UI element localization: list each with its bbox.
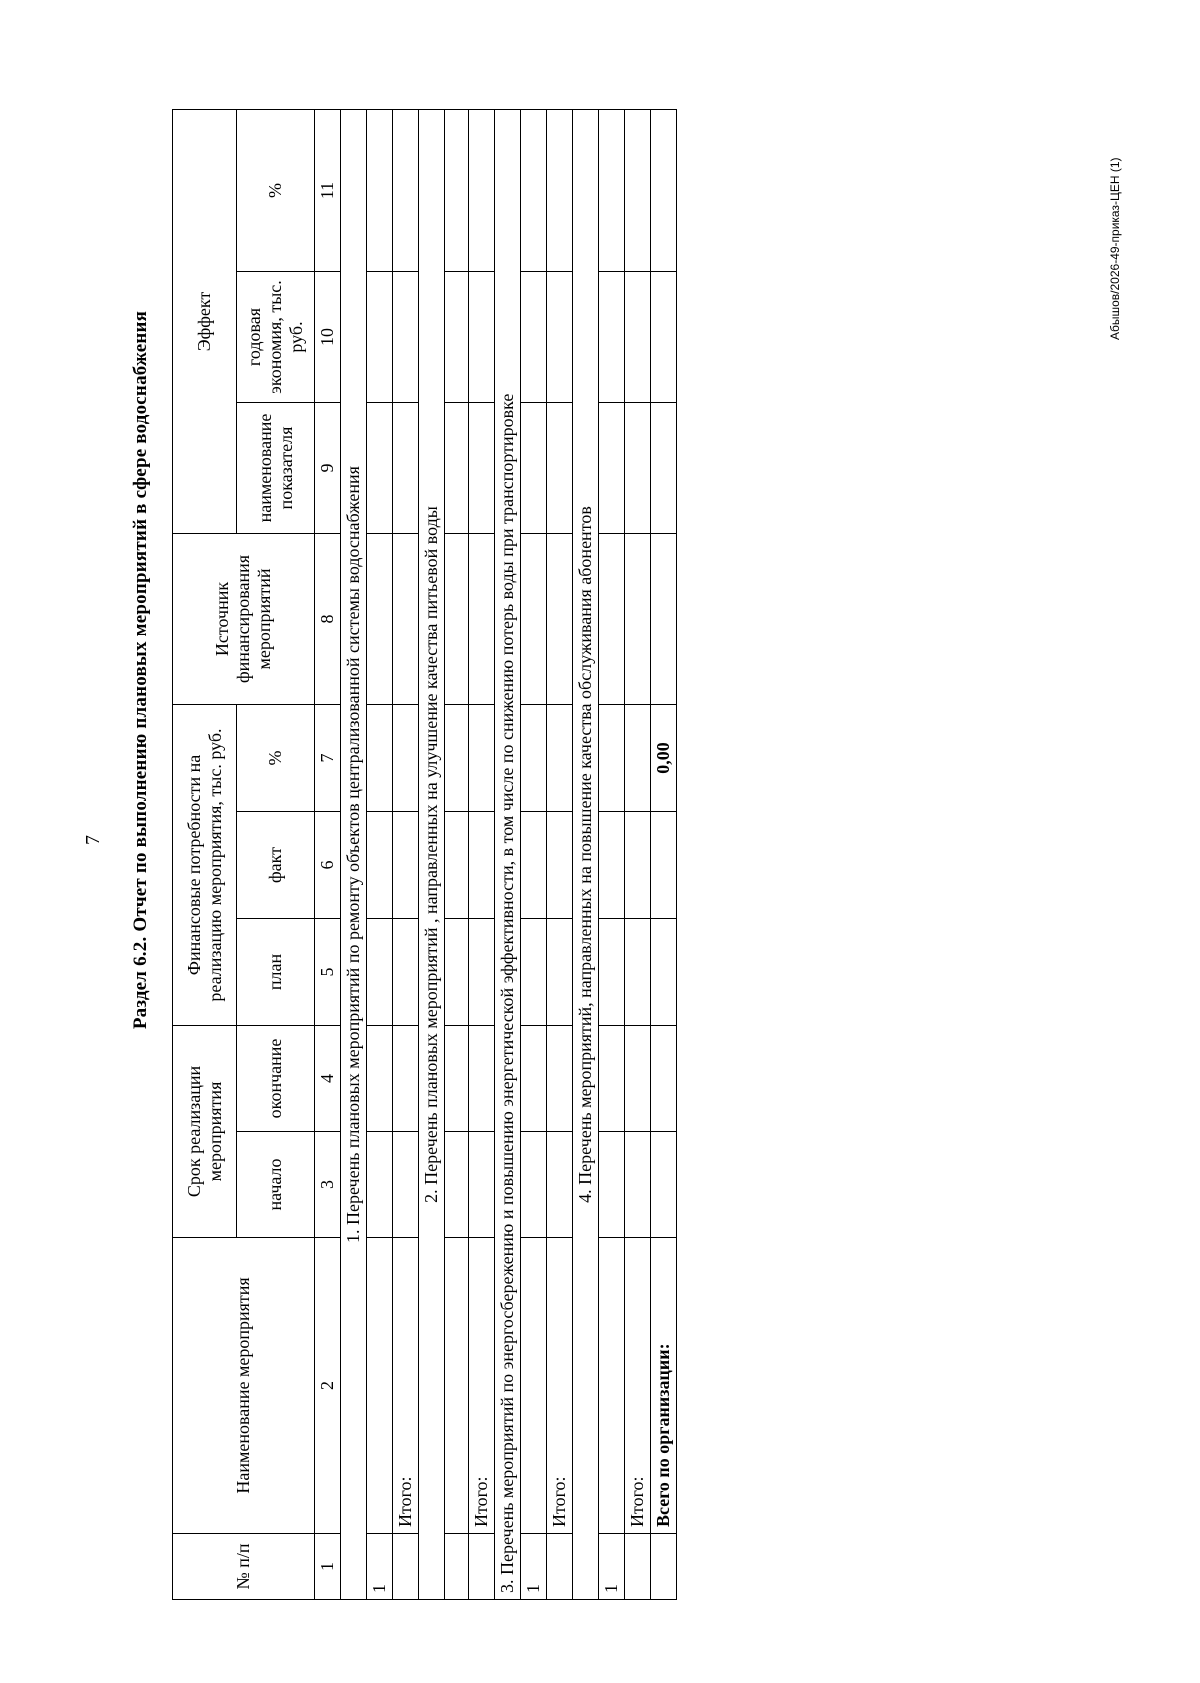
subtotal-label: Итого: (393, 1238, 419, 1534)
header-effect-pct: % (237, 110, 315, 272)
subtotal-row (625, 110, 651, 1600)
row-number: 1 (367, 1534, 393, 1600)
header-source: Источник финансирования мероприятий (173, 534, 315, 705)
grand-total-pct: 0,00 (651, 705, 677, 812)
column-number: 4 (315, 1026, 341, 1132)
page-number: 7 (82, 835, 104, 845)
table-row (521, 110, 547, 1600)
section-heading: 4. Перечень мероприятий, направленных на повышение качества обслуживания абонентов (573, 110, 599, 1600)
report-page (130, 110, 750, 1600)
subtotal-row (469, 110, 495, 1600)
section-heading: 2. Перечень плановых мероприятий , направленных на улучшение качества питьевой воды (419, 110, 445, 1600)
header-fact: факт (237, 812, 315, 919)
row-number: 1 (521, 1534, 547, 1600)
table-row (445, 110, 469, 1600)
header-effect: Эффект (173, 110, 237, 534)
header-term-start: начало (237, 1132, 315, 1238)
section-title: Раздел 6.2. Отчет по выполнению плановых мероприятий в сфере водоснабжения (130, 310, 151, 1030)
header-term-end: окончание (237, 1026, 315, 1132)
subtotal-label: Итого: (547, 1238, 573, 1534)
header-savings: годовая экономия, тыс. руб. (237, 272, 315, 403)
column-number: 8 (315, 534, 341, 705)
section-heading: 1. Перечень плановых мероприятий по ремонту объектов централизованной системы водоснабжения (341, 110, 367, 1600)
table-row (367, 110, 393, 1600)
document-code: Абышов/2026-49-приказ-ЦЕН (1) (1108, 157, 1122, 340)
column-number: 5 (315, 919, 341, 1026)
subtotal-label: Итого: (469, 1238, 495, 1534)
table-row (599, 110, 625, 1600)
subtotal-row (547, 110, 573, 1600)
subtotal-row (393, 110, 419, 1600)
column-number: 7 (315, 705, 341, 812)
header-term: Срок реализации мероприятия (173, 1026, 237, 1238)
column-number: 11 (315, 110, 341, 272)
column-number: 2 (315, 1238, 341, 1534)
section-heading: 3. Перечень мероприятий по энергосбережению и повышению энергетической эффективности, в том числе по снижению потерь воды при транспортировке (495, 110, 521, 1600)
grand-total-row (651, 110, 677, 1600)
header-pct: % (237, 705, 315, 812)
header-indicator: наименование показателя (237, 403, 315, 534)
row-number: 1 (599, 1534, 625, 1600)
column-number: 10 (315, 272, 341, 403)
header-plan: план (237, 919, 315, 1026)
report-table (172, 109, 677, 1600)
column-number: 9 (315, 403, 341, 534)
grand-total-label: Всего по организации: (651, 1238, 677, 1534)
column-number: 1 (315, 1534, 341, 1600)
column-number: 3 (315, 1132, 341, 1238)
subtotal-label: Итого: (625, 1238, 651, 1534)
column-number: 6 (315, 812, 341, 919)
header-num: № п/п (173, 1534, 315, 1600)
header-finance: Финансовые потребности на реализацию мероприятия, тыс. руб. (173, 705, 237, 1026)
header-name: Наименование мероприятия (173, 1238, 315, 1534)
